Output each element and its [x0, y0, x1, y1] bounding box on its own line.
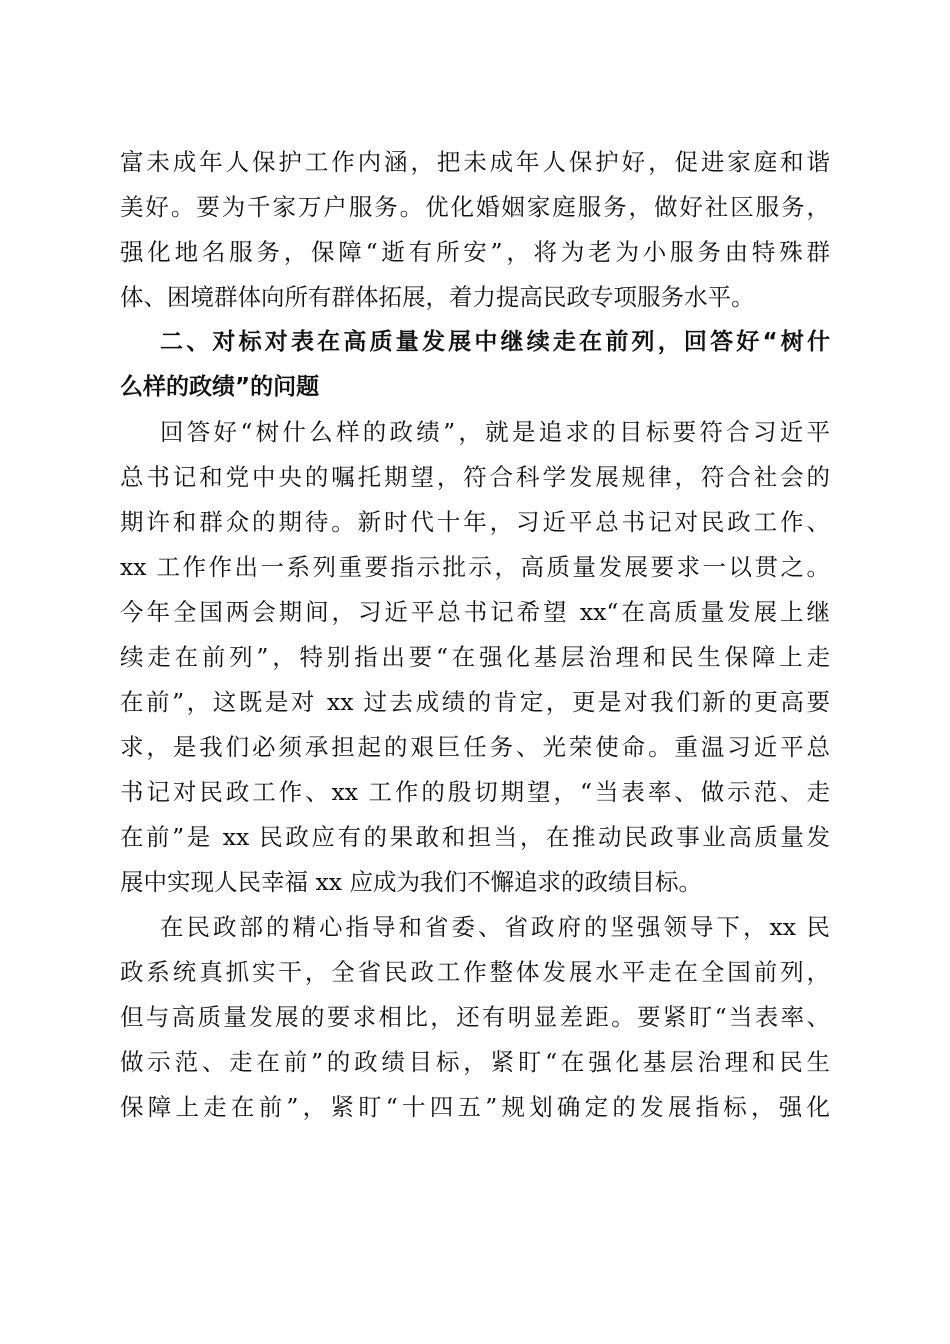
paragraph-2-line-3: 期许和群众的期待。新时代十年，习近平总书记对民政工作、 — [120, 508, 830, 536]
paragraph-2-line-2: 总书记和党中央的嘱托期望，符合科学发展规律，符合社会的 — [120, 463, 830, 491]
paragraph-1-line-2: 美好。要为千家万户服务。优化婚姻家庭服务，做好社区服务， — [120, 193, 830, 221]
paragraph-3-line-2: 政系统真抓实干，全省民政工作整体发展水平走在全国前列， — [120, 958, 830, 986]
paragraph-1-line-3: 强化地名服务，保障“逝有所安”，将为老为小服务由特殊群 — [120, 238, 830, 266]
paragraph-2-line-1: 回答好“树什么样的政绩”，就是追求的目标要符合习近平 — [160, 418, 830, 446]
paragraph-2-line-6: 续走在前列”，特别指出要“在强化基层治理和民生保障上走 — [120, 643, 830, 671]
paragraph-2-line-8: 求，是我们必须承担起的艰巨任务、光荣使命。重温习近平总 — [120, 733, 830, 761]
paragraph-3-line-3: 但与高质量发展的要求相比，还有明显差距。要紧盯“当表率、 — [120, 1003, 830, 1031]
paragraph-2-line-4: xx 工作作出一系列重要指示批示，高质量发展要求一以贯之。 — [120, 553, 830, 581]
paragraph-3-line-5: 保障上走在前”，紧盯“十四五”规划确定的发展指标，强化 — [120, 1093, 830, 1121]
paragraph-2-line-9: 书记对民政工作、xx 工作的殷切期望，“当表率、做示范、走 — [120, 778, 830, 806]
paragraph-2-line-7: 在前”，这既是对 xx 过去成绩的肯定，更是对我们新的更高要 — [120, 688, 830, 716]
paragraph-3-line-1: 在民政部的精心指导和省委、省政府的坚强领导下，xx 民 — [160, 913, 830, 941]
paragraph-2-line-5: 今年全国两会期间，习近平总书记希望 xx“在高质量发展上继 — [120, 598, 830, 626]
paragraph-1-line-1: 富未成年人保护工作内涵，把未成年人保护好，促进家庭和谐 — [120, 148, 830, 176]
paragraph-3-line-4: 做示范、走在前”的政绩目标，紧盯“在强化基层治理和民生 — [120, 1048, 830, 1076]
paragraph-2-line-10: 在前”是 xx 民政应有的果敢和担当，在推动民政事业高质量发 — [120, 823, 830, 851]
section-heading-line-2: 么样的政绩”的问题 — [120, 374, 320, 400]
paragraph-2-line-11: 展中实现人民幸福 xx 应成为我们不懈追求的政绩目标。 — [120, 868, 702, 896]
section-heading-line-1: 二、对标对表在高质量发展中继续走在前列，回答好“树什 — [160, 329, 830, 355]
paragraph-1-line-4: 体、困境群体向所有群体拓展，着力提高民政专项服务水平。 — [120, 283, 755, 311]
